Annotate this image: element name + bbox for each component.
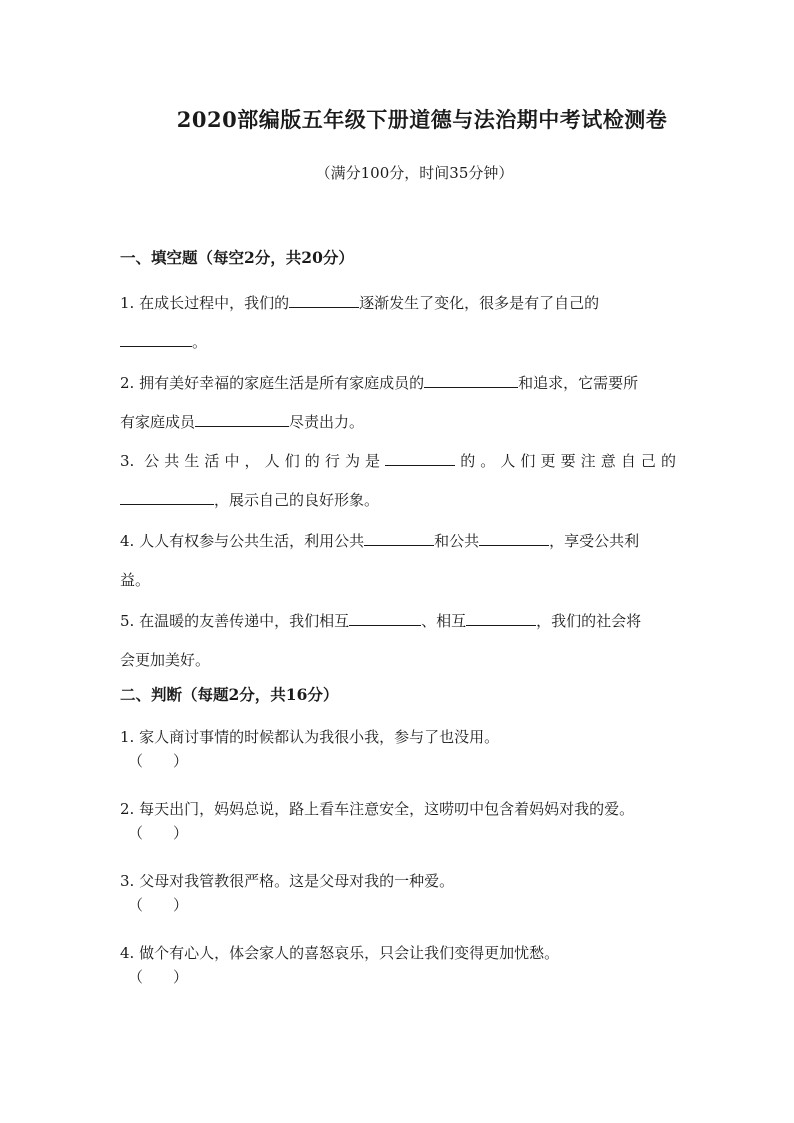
q4-text-a: 4. 人人有权参与公共生活，利用公共	[120, 532, 365, 550]
judge-question-1	[120, 726, 676, 771]
q4-text-b: 和公共	[434, 532, 480, 550]
answer-blank[interactable]	[364, 529, 434, 546]
answer-blank[interactable]	[385, 449, 455, 466]
judge-question-3	[120, 870, 676, 915]
q3-line-1	[120, 442, 676, 481]
answer-paren[interactable]: （ ）	[128, 824, 189, 842]
page-title: 2020部编版五年级下册道德与法治期中考试检测卷	[176, 107, 668, 132]
answer-blank[interactable]	[195, 410, 289, 427]
judge-statement: 1. 家人商讨事情的时候都认为我很小我，参与了也没用。	[120, 728, 500, 746]
q3-text-b: 的。人们更要注意自己的	[455, 452, 676, 470]
answer-blank[interactable]	[120, 330, 192, 347]
q5-text-d: 会更加美好。	[120, 651, 211, 669]
q1-text-c: 。	[192, 333, 208, 351]
q2-text-d: 尽责出力。	[289, 413, 365, 431]
answer-blank[interactable]	[120, 488, 214, 505]
fill-question-1	[120, 284, 676, 362]
fill-question-5	[120, 602, 676, 680]
section-fill-blank-heading: 一、填空题（每空2分，共20分）	[120, 248, 354, 267]
q3-text-c: ，展示自己的良好形象。	[214, 491, 380, 509]
judge-question-2	[120, 798, 676, 843]
judge-question-4	[120, 942, 676, 987]
q5-text-b: 、相互	[421, 612, 467, 630]
answer-paren[interactable]: （ ）	[128, 896, 189, 914]
fill-question-4	[120, 522, 676, 600]
q1-text-b: 逐渐发生了变化，很多是有了自己的	[359, 294, 600, 312]
q2-text-c: 有家庭成员	[120, 413, 196, 431]
q1-text-a: 1. 在成长过程中，我们的	[120, 294, 290, 312]
answer-paren[interactable]: （ ）	[128, 968, 189, 986]
answer-blank[interactable]	[424, 371, 518, 388]
exam-info: （满分100分，时间35分钟）	[315, 164, 514, 182]
q5-text-a: 5. 在温暖的友善传递中，我们相互	[120, 612, 350, 630]
fill-question-3	[120, 442, 676, 520]
q3-text-a: 3. 公共生活中，人们的行为是	[120, 452, 386, 470]
q5-text-c: ，我们的社会将	[536, 612, 642, 630]
q2-text-b: 和追求，它需要所	[518, 374, 639, 392]
judge-statement: 2. 每天出门，妈妈总说，路上看车注意安全，这唠叨中包含着妈妈对我的爱。	[120, 800, 635, 818]
q4-text-d: 益。	[120, 571, 151, 589]
q4-text-c: ，享受公共利	[549, 532, 640, 550]
judge-statement: 4. 做个有心人，体会家人的喜怒哀乐，只会让我们变得更加忧愁。	[120, 944, 560, 962]
q2-text-a: 2. 拥有美好幸福的家庭生活是所有家庭成员的	[120, 374, 425, 392]
answer-blank[interactable]	[479, 529, 549, 546]
fill-question-2	[120, 364, 676, 442]
answer-blank[interactable]	[466, 609, 536, 626]
judge-statement: 3. 父母对我管教很严格。这是父母对我的一种爱。	[120, 872, 455, 890]
answer-blank[interactable]	[289, 291, 359, 308]
answer-blank[interactable]	[349, 609, 421, 626]
section-judgement-heading: 二、判断（每题2分，共16分）	[120, 685, 339, 704]
answer-paren[interactable]: （ ）	[128, 752, 189, 770]
